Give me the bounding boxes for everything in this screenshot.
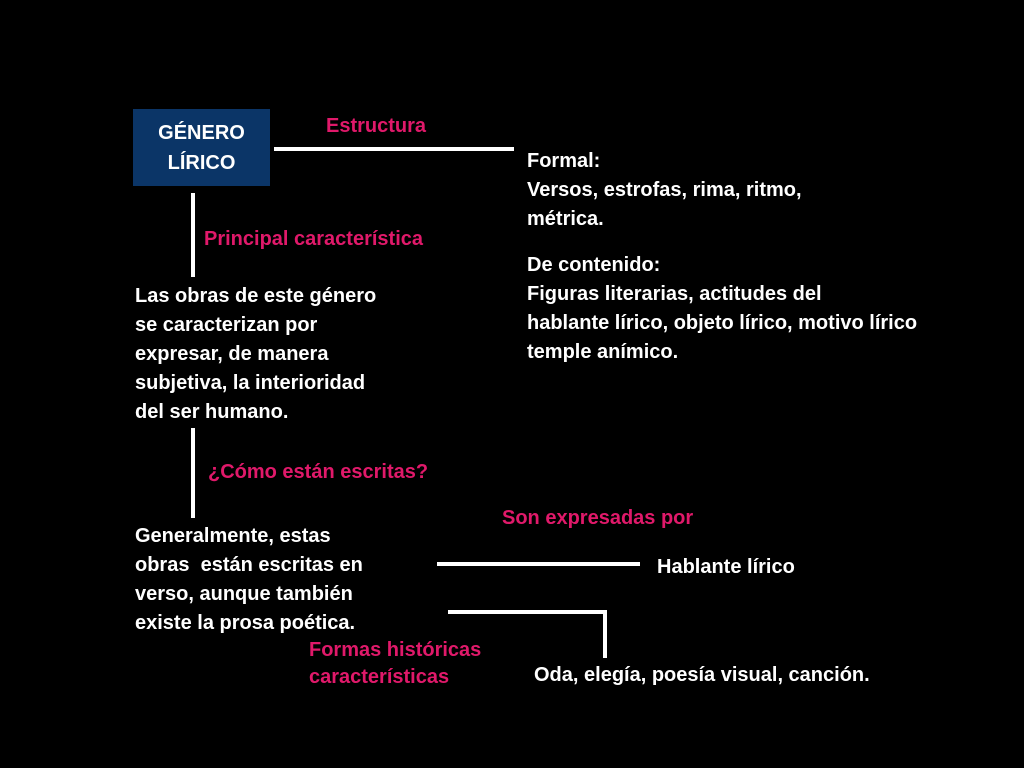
estructura-contenido — [527, 251, 917, 367]
hablante-lirico: Hablante lírico — [657, 556, 795, 578]
formal-title: Formal: — [527, 150, 601, 172]
caracteristica-line4: subjetiva, la interioridad — [135, 372, 366, 394]
escritas-line2: obras están escritas en — [135, 554, 363, 576]
connector-formas-horizontal — [448, 610, 607, 614]
connector-como — [191, 428, 195, 518]
connector-formas-vertical — [603, 610, 607, 658]
contenido-line2: hablante lírico, objeto lírico, motivo lírico — [527, 312, 918, 334]
label-estructura: Estructura — [326, 115, 427, 137]
escritas-text — [135, 522, 363, 638]
label-son-expresadas-por: Son expresadas por — [502, 507, 694, 529]
connector-estructura — [274, 147, 514, 151]
contenido-line1: Figuras literarias, actitudes del — [527, 283, 822, 305]
escritas-line1: Generalmente, estas — [135, 525, 331, 547]
genero-lirico-line1: GÉNERO — [158, 121, 245, 144]
label-formas-line2: características — [309, 666, 450, 688]
caracteristica-line2: se caracterizan por — [135, 314, 318, 336]
connector-hablante — [437, 562, 640, 566]
estructura-formal — [527, 147, 802, 234]
escritas-line3: verso, aunque también — [135, 583, 353, 605]
caracteristica-line3: expresar, de manera — [135, 343, 329, 365]
genero-lirico-line2: LÍRICO — [167, 151, 236, 174]
contenido-title: De contenido: — [527, 254, 661, 276]
label-formas-line1: Formas históricas — [309, 639, 482, 661]
escritas-line4: existe la prosa poética. — [135, 612, 356, 634]
formal-line2: métrica. — [527, 208, 604, 230]
label-como-estan-escritas: ¿Cómo están escritas? — [208, 461, 429, 483]
formas-historicas-text: Oda, elegía, poesía visual, canción. — [534, 664, 870, 686]
connector-principal — [191, 193, 195, 277]
contenido-line3: temple anímico. — [527, 341, 679, 363]
genero-lirico-box — [133, 109, 270, 186]
label-principal-caracteristica: Principal característica — [204, 228, 424, 250]
caracteristica-line1: Las obras de este género — [135, 285, 377, 307]
label-formas-historicas — [309, 637, 481, 691]
caracteristica-text — [135, 282, 376, 427]
formal-line1: Versos, estrofas, rima, ritmo, — [527, 179, 802, 201]
caracteristica-line5: del ser humano. — [135, 401, 289, 423]
